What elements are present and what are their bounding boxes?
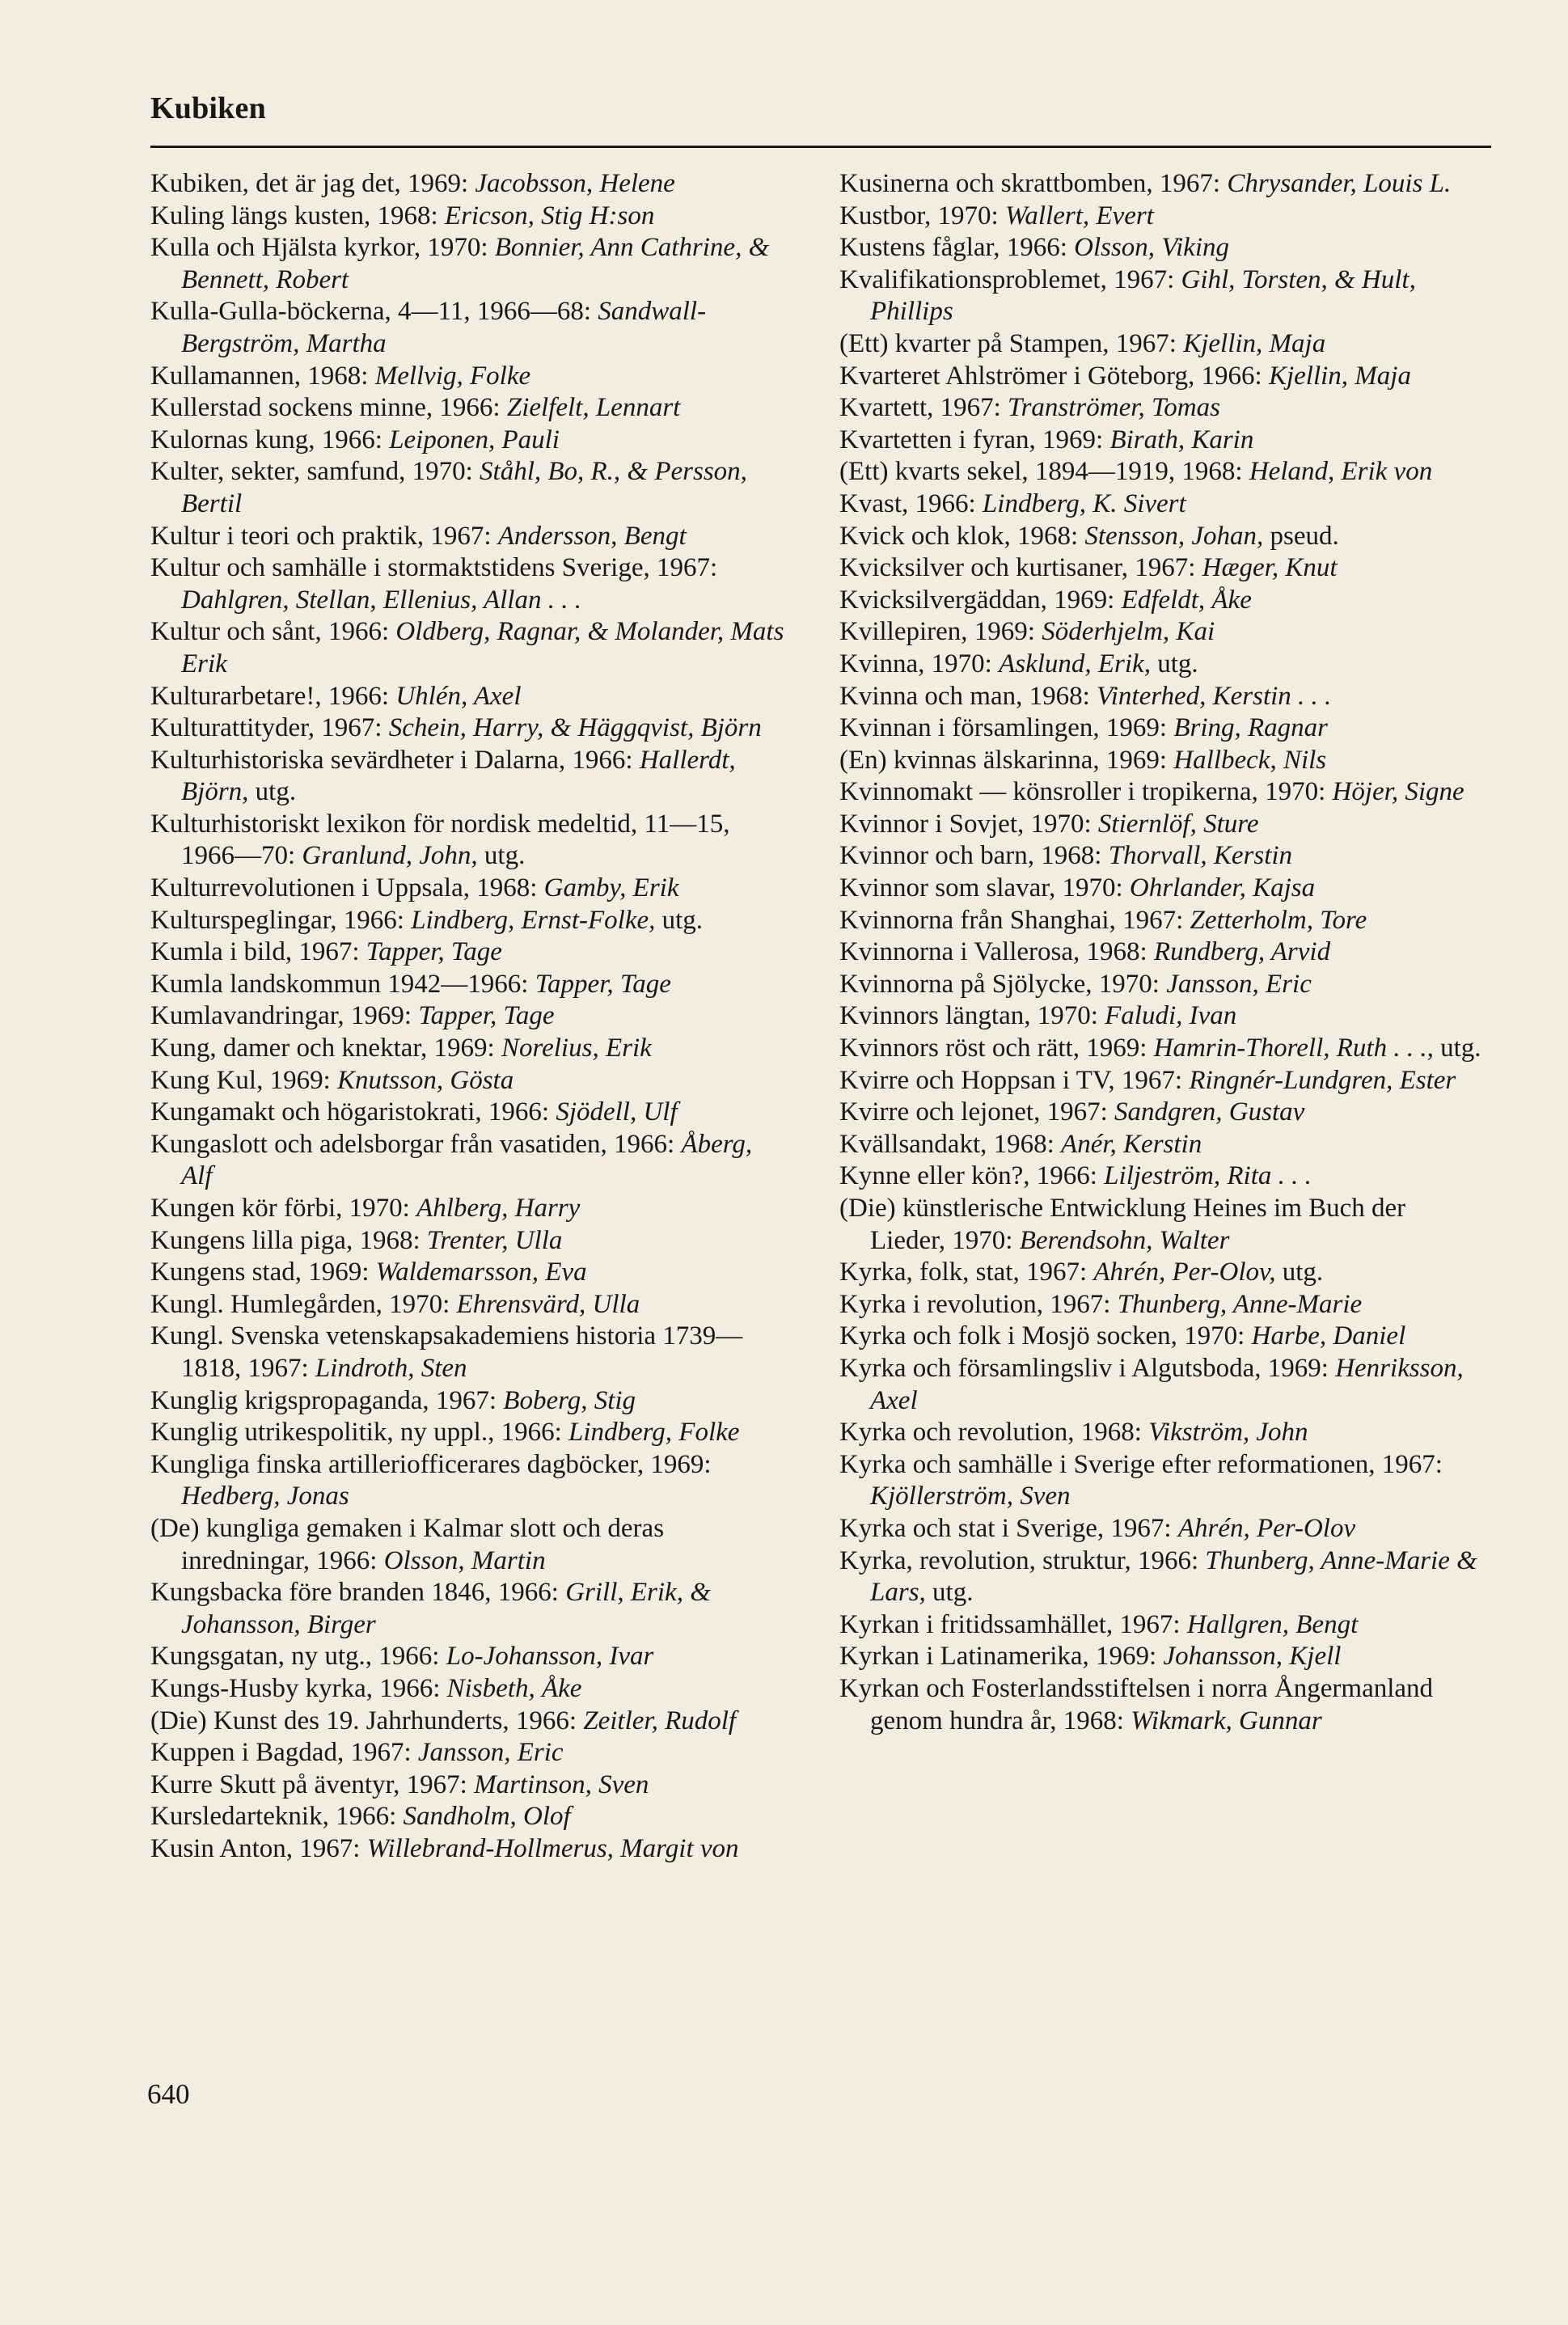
index-entry	[839, 1129, 1486, 1161]
index-entry	[150, 552, 785, 616]
index-entry	[839, 1449, 1486, 1513]
index-entry	[150, 873, 785, 905]
entry-author: Ahrén, Per-Olov	[1177, 1513, 1356, 1543]
entry-title: Kvinnor och barn, 1968:	[839, 841, 1109, 871]
entry-title: Kultur i teori och praktik, 1967:	[150, 521, 498, 551]
index-entry	[839, 328, 1486, 361]
entry-author: Stensson, Johan,	[1084, 521, 1264, 551]
entry-author: Stiernlöf, Sture	[1097, 809, 1259, 839]
entry-title: Kvinnorna från Shanghai, 1967:	[839, 905, 1190, 935]
index-entry	[150, 1417, 785, 1449]
index-entry	[839, 1641, 1486, 1673]
index-entry	[150, 521, 785, 553]
entry-author: Lindberg, Folke	[568, 1418, 740, 1448]
entry-author: Mellvig, Folke	[374, 361, 531, 391]
entry-author: Lindroth, Sten	[315, 1353, 467, 1383]
index-entry	[839, 488, 1486, 521]
entry-author: Thunberg, Anne-Marie & Lars,	[870, 1545, 1477, 1608]
entry-title: Kvast, 1966:	[839, 488, 983, 518]
index-entry	[839, 392, 1486, 425]
index-entry	[150, 201, 785, 233]
entry-author: Gamby, Erik	[543, 873, 679, 903]
entry-author: Ericson, Stig H:son	[444, 201, 655, 230]
entry-title: Kulturrevolutionen i Uppsala, 1968:	[150, 873, 544, 903]
index-entry	[839, 776, 1486, 809]
entry-title: Kulter, sekter, samfund, 1970:	[150, 457, 480, 487]
index-entry	[150, 1769, 785, 1802]
entry-title: Kung, damer och knektar, 1969:	[150, 1034, 501, 1063]
entry-title: Kungliga finska artilleriofficerares dagböcker, 1969:	[150, 1449, 712, 1479]
entry-author: Hedberg, Jonas	[181, 1482, 349, 1511]
index-entry	[839, 1545, 1486, 1609]
index-entry	[839, 1033, 1486, 1065]
entry-author: Andersson, Bengt	[497, 521, 687, 551]
entry-author: Norelius, Erik	[501, 1034, 652, 1063]
index-entry	[150, 1225, 785, 1258]
entry-author: Lo-Johansson, Ivar	[446, 1642, 654, 1672]
entry-author: Zeitler, Rudolf	[583, 1706, 737, 1735]
entry-author: Knutsson, Gösta	[337, 1065, 514, 1095]
entry-title: Kurre Skutt på äventyr, 1967:	[150, 1769, 475, 1799]
entry-suffix: utg.	[925, 1578, 974, 1608]
index-entry	[150, 1033, 785, 1065]
entry-title: Kvinnorna på Sjölycke, 1970:	[839, 969, 1167, 999]
index-column-left	[150, 168, 785, 1865]
entry-title: Kvartetten i fyran, 1969:	[839, 425, 1110, 454]
index-entry	[150, 1321, 785, 1384]
entry-title: Kulturhistoriska sevärdheter i Dalarna, 1966:	[150, 745, 640, 775]
entry-title: Kumla i bild, 1967:	[150, 937, 366, 967]
entry-title: Kvillepiren, 1969:	[839, 617, 1042, 647]
running-header-title: Kubiken	[150, 91, 266, 125]
entry-author: Ohrlander, Kajsa	[1129, 873, 1316, 903]
entry-title: Kvicksilvergäddan, 1969:	[839, 585, 1122, 615]
index-entry	[150, 1577, 785, 1641]
entry-author: Olsson, Viking	[1074, 233, 1230, 263]
index-entry	[839, 1353, 1486, 1417]
entry-author: Thunberg, Anne-Marie	[1117, 1289, 1363, 1319]
index-entry	[839, 873, 1486, 905]
entry-title: Kusinerna och skrattbomben, 1967:	[839, 169, 1228, 198]
index-entry	[839, 1193, 1486, 1257]
entry-author: Lindberg, Ernst-Folke,	[411, 905, 656, 935]
index-entry	[150, 1449, 785, 1513]
index-entry	[150, 425, 785, 457]
entry-suffix: utg.	[248, 777, 297, 807]
entry-title: Kvinna, 1970:	[839, 649, 1000, 678]
entry-author: Höjer, Signe	[1332, 777, 1464, 807]
index-entry	[150, 456, 785, 520]
entry-title: Kvinnors röst och rätt, 1969:	[839, 1034, 1154, 1063]
index-entry	[839, 712, 1486, 745]
entry-author: Schein, Harry, & Häggqvist, Björn	[388, 713, 762, 743]
entry-title: Kvicksilver och kurtisaner, 1967:	[839, 553, 1202, 583]
index-entry	[839, 1417, 1486, 1449]
entry-title: Kustbor, 1970:	[839, 201, 1005, 230]
index-entry	[839, 425, 1486, 457]
entry-title: Kullamannen, 1968:	[150, 361, 375, 391]
entry-title: Kullerstad sockens minne, 1966:	[150, 393, 507, 423]
entry-author: Henriksson, Axel	[870, 1353, 1464, 1415]
index-entry	[150, 809, 785, 873]
entry-author: Sjödell, Ulf	[556, 1097, 678, 1127]
entry-title: Kungaslott och adelsborgar från vasatiden, 1966:	[150, 1129, 682, 1159]
entry-author: Trenter, Ulla	[426, 1225, 563, 1255]
entry-author: Kjellin, Maja	[1183, 328, 1326, 358]
page-number: 640	[147, 2078, 190, 2110]
entry-title: Kungen kör förbi, 1970:	[150, 1194, 417, 1223]
index-entry	[839, 264, 1486, 328]
index-entry	[839, 1097, 1486, 1129]
index-entry	[839, 1321, 1486, 1353]
entry-author: Jansson, Eric	[1166, 969, 1312, 999]
entry-author: Zetterholm, Tore	[1190, 905, 1367, 935]
entry-suffix: utg.	[1433, 1034, 1481, 1063]
entry-title: Kuppen i Bagdad, 1967:	[150, 1738, 418, 1768]
entry-author: Sandholm, Olof	[403, 1802, 571, 1832]
entry-author: Ringnér-Lundgren, Ester	[1189, 1065, 1456, 1095]
index-entry	[150, 936, 785, 969]
entry-author: Jacobsson, Helene	[475, 169, 675, 198]
entry-author: Bring, Ragnar	[1173, 713, 1329, 743]
index-entry	[150, 1706, 785, 1738]
index-entry	[839, 1160, 1486, 1193]
entry-title: Kultur och samhälle i stormaktstidens Sverige, 1967:	[150, 553, 718, 583]
entry-title: Kvirre och lejonet, 1967:	[839, 1097, 1114, 1127]
entry-author: Åberg, Alf	[181, 1129, 753, 1191]
entry-title: Kunglig krigspropaganda, 1967:	[150, 1385, 504, 1415]
entry-title: Kung Kul, 1969:	[150, 1065, 337, 1095]
entry-title: Kungsbacka före branden 1846, 1966:	[150, 1578, 566, 1608]
entry-title: Kvinnorna i Vallerosa, 1968:	[839, 937, 1154, 967]
entry-title: Kuling längs kusten, 1968:	[150, 201, 445, 230]
index-entry	[150, 616, 785, 680]
index-entry	[839, 552, 1486, 585]
entry-title: Kultur och sånt, 1966:	[150, 617, 396, 647]
entry-author: Hallerdt, Björn,	[181, 745, 736, 807]
index-entry	[839, 840, 1486, 873]
index-entry	[150, 1129, 785, 1193]
entry-title: Kungamakt och högaristokrati, 1966:	[150, 1097, 556, 1127]
index-entry	[839, 681, 1486, 713]
index-entry	[150, 1385, 785, 1418]
entry-title: Kyrka och stat i Sverige, 1967:	[839, 1513, 1178, 1543]
entry-author: Anér, Kerstin	[1061, 1129, 1202, 1159]
index-entry	[839, 616, 1486, 649]
entry-title: Kulturarbetare!, 1966:	[150, 681, 396, 711]
entry-title: Kyrka och samhälle i Sverige efter reformationen, 1967:	[839, 1449, 1443, 1479]
entry-author: Hæger, Knut	[1202, 553, 1338, 583]
index-entry	[150, 296, 785, 360]
entry-title: Kungsgatan, ny utg., 1966:	[150, 1642, 446, 1672]
entry-author: Söderhjelm, Kai	[1042, 617, 1215, 647]
entry-title: Kyrka, revolution, struktur, 1966:	[839, 1545, 1206, 1575]
entry-author: Ehrensvärd, Ulla	[456, 1289, 640, 1319]
index-entry	[150, 1000, 785, 1033]
entry-author: Wikmark, Gunnar	[1131, 1706, 1322, 1735]
entry-title: Kulla-Gulla-böckerna, 4—11, 1966—68:	[150, 297, 598, 327]
entry-suffix: utg.	[655, 905, 704, 935]
index-entry	[839, 1513, 1486, 1545]
entry-title: Kungs-Husby kyrka, 1966:	[150, 1673, 447, 1703]
index-entry	[839, 361, 1486, 393]
entry-author: Martinson, Sven	[474, 1769, 649, 1799]
entry-author: Asklund, Erik,	[999, 649, 1151, 678]
entry-title: Kulornas kung, 1966:	[150, 425, 390, 454]
entry-title: Kyrkan i fritidssamhället, 1967:	[839, 1609, 1187, 1639]
entry-title: Kyrka i revolution, 1967:	[839, 1289, 1118, 1319]
index-entry	[839, 1000, 1486, 1033]
index-entry	[839, 745, 1486, 777]
entry-author: Nisbeth, Åke	[446, 1673, 582, 1703]
entry-author: Sandwall-Bergström, Martha	[181, 297, 707, 358]
entry-title: (De) kungliga gemaken i Kalmar slott och deras inredningar, 1966:	[150, 1513, 665, 1575]
entry-title: Kvinnan i församlingen, 1969:	[839, 713, 1174, 743]
entry-title: Kyrkan och Fosterlandsstiftelsen i norra Ångermanland genom hundra år, 1968:	[839, 1673, 1434, 1735]
index-entry	[839, 585, 1486, 617]
index-entry	[839, 1257, 1486, 1289]
entry-suffix: utg.	[1275, 1258, 1324, 1287]
index-entry	[839, 1289, 1486, 1321]
entry-title: Kulturhistoriskt lexikon för nordisk medeltid, 11—15, 1966—70:	[150, 809, 730, 871]
entry-author: Granlund, John,	[302, 841, 478, 871]
entry-author: Hallgren, Bengt	[1186, 1609, 1359, 1639]
entry-author: Olsson, Martin	[383, 1545, 546, 1575]
entry-author: Zielfelt, Lennart	[506, 393, 681, 423]
entry-author: Uhlén, Axel	[395, 681, 522, 711]
index-entry	[839, 936, 1486, 969]
entry-author: Oldberg, Ragnar, & Molander, Mats Erik	[181, 617, 784, 678]
entry-author: Heland, Erik von	[1249, 457, 1433, 487]
index-entry	[150, 1801, 785, 1833]
entry-title: Kungens stad, 1969:	[150, 1258, 376, 1287]
entry-author: Willebrand-Hollmerus, Margit von	[366, 1833, 739, 1863]
index-entry	[150, 712, 785, 745]
entry-author: Tapper, Tage	[366, 937, 502, 967]
entry-suffix: utg.	[477, 841, 526, 871]
index-entry	[839, 905, 1486, 937]
entry-title: Kubiken, det är jag det, 1969:	[150, 169, 475, 198]
entry-title: (Ett) kvarts sekel, 1894—1919, 1968:	[839, 457, 1249, 487]
entry-title: Kulturattityder, 1967:	[150, 713, 389, 743]
entry-title: Kumla landskommun 1942—1966:	[150, 969, 535, 999]
entry-title: Kvirre och Hoppsan i TV, 1967:	[839, 1065, 1190, 1095]
entry-title: Kvarteret Ahlströmer i Göteborg, 1966:	[839, 361, 1269, 391]
entry-title: Kyrka och folk i Mosjö socken, 1970:	[839, 1321, 1252, 1351]
entry-author: Chrysander, Louis L.	[1227, 169, 1452, 198]
index-entry	[150, 1737, 785, 1769]
entry-title: Kyrka och revolution, 1968:	[839, 1418, 1149, 1448]
entry-title: Kursledarteknik, 1966:	[150, 1802, 404, 1832]
entry-author: Ahrén, Per-Olov,	[1093, 1258, 1276, 1287]
entry-author: Hallbeck, Nils	[1173, 745, 1327, 775]
index-entry	[839, 232, 1486, 264]
entry-title: Kyrkan i Latinamerika, 1969:	[839, 1642, 1164, 1672]
entry-title: Kungens lilla piga, 1968:	[150, 1225, 427, 1255]
entry-author: Ståhl, Bo, R., & Persson, Bertil	[181, 457, 747, 518]
entry-title: Kumlavandringar, 1969:	[150, 1001, 419, 1031]
index-entry	[150, 232, 785, 296]
entry-title: Kulla och Hjälsta kyrkor, 1970:	[150, 233, 495, 263]
entry-suffix: utg.	[1150, 649, 1198, 678]
entry-author: Bonnier, Ann Cathrine, & Bennett, Robert	[181, 233, 770, 294]
entry-author: Vikström, John	[1148, 1418, 1308, 1448]
index-entry	[150, 745, 785, 809]
entry-author: Lindberg, K. Sivert	[982, 488, 1186, 518]
entry-author: Johansson, Kjell	[1163, 1642, 1342, 1672]
index-entry	[150, 1193, 785, 1225]
entry-author: Birath, Karin	[1109, 425, 1254, 454]
entry-author: Vinterhed, Kerstin . . .	[1097, 681, 1332, 711]
entry-author: Waldemarsson, Eva	[375, 1258, 587, 1287]
entry-author: Hamrin-Thorell, Ruth . . .,	[1153, 1034, 1434, 1063]
entry-author: Tranströmer, Tomas	[1008, 393, 1220, 423]
entry-title: Kvinnor som slavar, 1970:	[839, 873, 1130, 903]
header-rule	[150, 146, 1491, 148]
index-entry	[150, 1257, 785, 1289]
entry-author: Jansson, Eric	[417, 1738, 564, 1768]
index-entry	[150, 1513, 785, 1577]
index-entry	[839, 168, 1486, 201]
entry-author: Ahlberg, Harry	[416, 1194, 581, 1223]
index-entry	[839, 969, 1486, 1001]
entry-title: Kvalifikationsproblemet, 1967:	[839, 264, 1181, 294]
index-entry	[839, 649, 1486, 681]
index-entry	[150, 1673, 785, 1706]
entry-title: Kvinnomakt — könsroller i tropikerna, 1970:	[839, 777, 1333, 807]
index-entry	[150, 392, 785, 425]
entry-author: Edfeldt, Åke	[1121, 585, 1252, 615]
entry-suffix: pseud.	[1263, 521, 1339, 551]
index-entry	[839, 1673, 1486, 1737]
index-entry	[150, 361, 785, 393]
entry-title: (Die) künstlerische Entwicklung Heines im Buch der Lieder, 1970:	[839, 1194, 1406, 1255]
entry-author: Harbe, Daniel	[1251, 1321, 1406, 1351]
entry-author: Tapper, Tage	[418, 1001, 555, 1031]
entry-title: Kusin Anton, 1967:	[150, 1833, 367, 1863]
index-entry	[150, 1641, 785, 1673]
entry-author: Boberg, Stig	[503, 1385, 636, 1415]
index-entry	[150, 168, 785, 201]
entry-author: Kjellin, Maja	[1268, 361, 1411, 391]
index-entry	[839, 1609, 1486, 1642]
index-entry	[150, 1833, 785, 1866]
entry-title: Kunglig utrikespolitik, ny uppl., 1966:	[150, 1418, 568, 1448]
entry-author: Gihl, Torsten, & Hult, Phillips	[870, 264, 1416, 327]
entry-title: Kvick och klok, 1968:	[839, 521, 1085, 551]
index-entry	[150, 905, 785, 937]
entry-title: Kulturspeglingar, 1966:	[150, 905, 412, 935]
index-entry	[150, 969, 785, 1001]
entry-author: Tapper, Tage	[535, 969, 671, 999]
entry-author: Sandgren, Gustav	[1114, 1097, 1305, 1127]
entry-title: Kvällsandakt, 1968:	[839, 1129, 1062, 1159]
entry-title: Kynne eller kön?, 1966:	[839, 1161, 1105, 1191]
entry-title: (En) kvinnas älskarinna, 1969:	[839, 745, 1174, 775]
entry-author: Leiponen, Pauli	[389, 425, 560, 454]
index-entry	[150, 681, 785, 713]
index-column-right	[839, 168, 1486, 1737]
entry-title: Kvartett, 1967:	[839, 393, 1008, 423]
entry-title: Kvinnor i Sovjet, 1970:	[839, 809, 1098, 839]
entry-title: Kungl. Humlegården, 1970:	[150, 1289, 457, 1319]
index-entry	[839, 809, 1486, 841]
entry-title: (Ett) kvarter på Stampen, 1967:	[839, 328, 1184, 358]
entry-author: Faludi, Ivan	[1105, 1001, 1237, 1031]
index-entry	[150, 1065, 785, 1097]
entry-author: Wallert, Evert	[1004, 201, 1154, 230]
entry-author: Dahlgren, Stellan, Ellenius, Allan . . .	[181, 585, 581, 615]
entry-author: Kjöllerström, Sven	[870, 1482, 1071, 1511]
entry-title: Kvinnors längtan, 1970:	[839, 1001, 1105, 1031]
index-entry	[839, 521, 1486, 553]
entry-title: Kustens fåglar, 1966:	[839, 233, 1075, 263]
entry-author: Liljeström, Rita . . .	[1104, 1161, 1312, 1191]
index-entry	[150, 1289, 785, 1321]
entry-title: (Die) Kunst des 19. Jahrhunderts, 1966:	[150, 1706, 584, 1735]
entry-author: Rundberg, Arvid	[1153, 937, 1331, 967]
entry-title: Kungl. Svenska vetenskapsakademiens historia 1739—1818, 1967:	[150, 1321, 743, 1383]
index-entry	[839, 1065, 1486, 1097]
index-entry	[150, 1097, 785, 1129]
entry-author: Berendsohn, Walter	[1019, 1225, 1230, 1255]
entry-author: Grill, Erik, & Johansson, Birger	[181, 1578, 711, 1639]
entry-title: Kyrka och församlingsliv i Algutsboda, 1969:	[839, 1353, 1336, 1383]
index-entry	[839, 456, 1486, 488]
index-entry	[839, 201, 1486, 233]
entry-author: Thorvall, Kerstin	[1108, 841, 1293, 871]
entry-title: Kvinna och man, 1968:	[839, 681, 1097, 711]
entry-title: Kyrka, folk, stat, 1967:	[839, 1258, 1094, 1287]
